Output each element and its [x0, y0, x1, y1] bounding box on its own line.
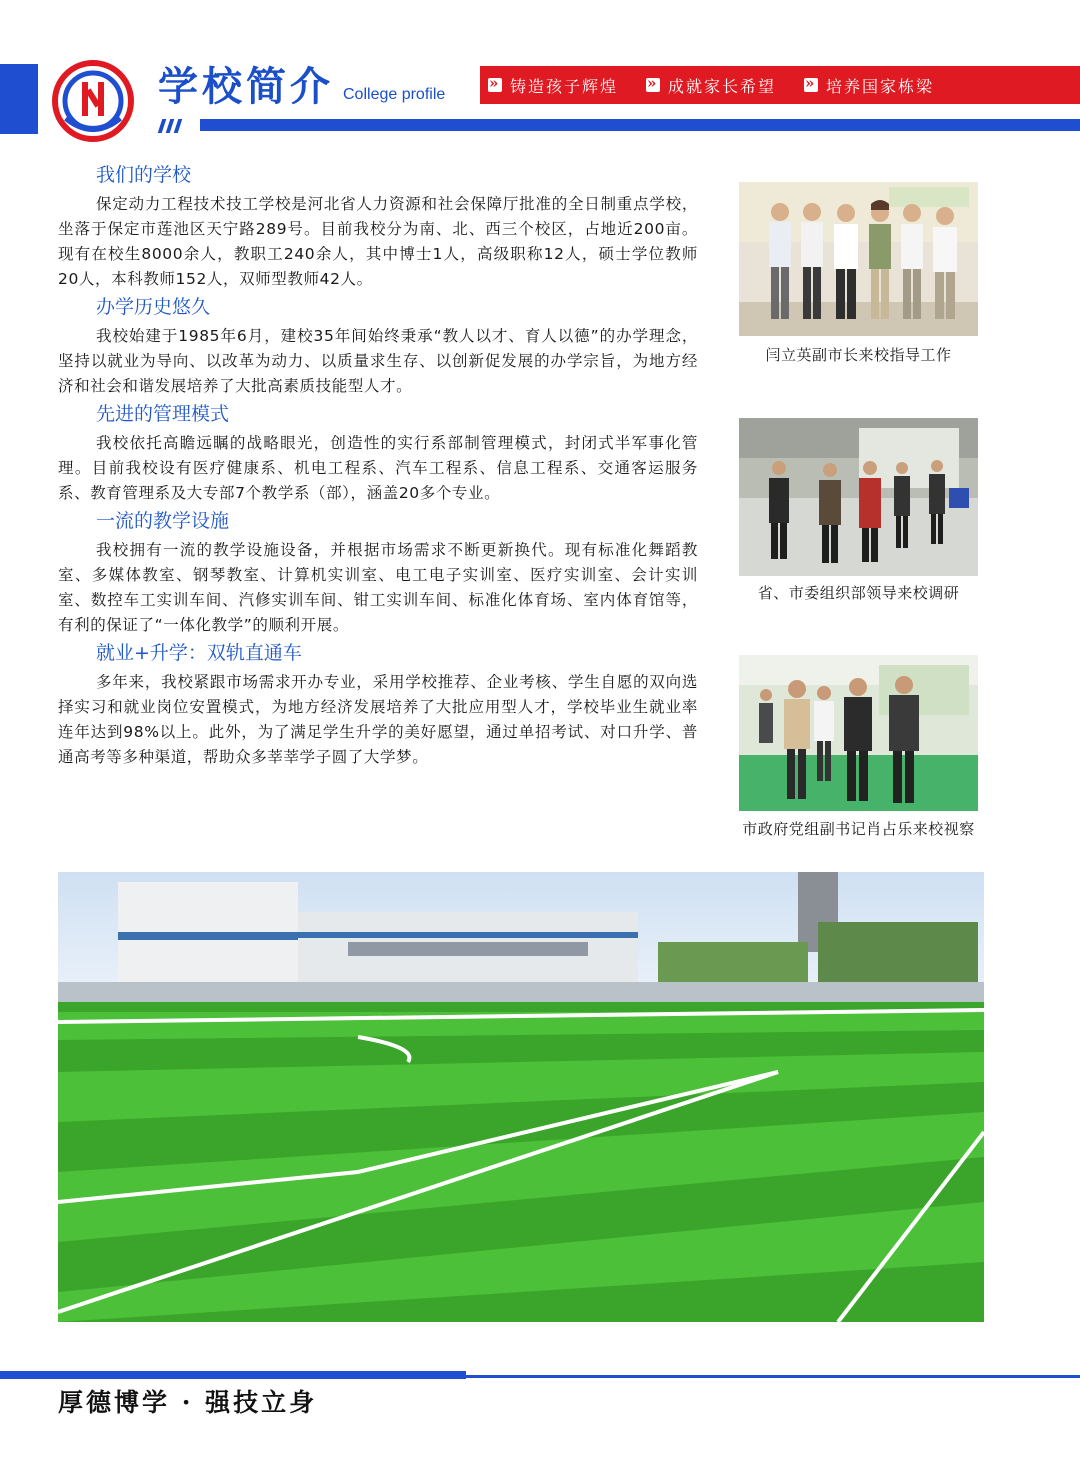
header-left-bar [0, 64, 38, 134]
page-subtitle: College profile [343, 86, 446, 103]
school-emblem-icon [52, 60, 134, 142]
page-title: 学校简介 [158, 64, 334, 110]
section-title: 一流的教学设施 [96, 510, 230, 532]
double-chevron-icon [804, 78, 818, 92]
section-body: 我校依托高瞻远瞩的战略眼光，创造性的实行系部制管理模式，封闭式半军事化管理。目前我校设有医疗健康系、机电工程系、汽车工程系、信息工程系、交通客运服务系、教育管理系及大专部7个教学系（部），涵盖20多个专业。 [58, 434, 698, 502]
header-blue-line [200, 119, 1080, 131]
section-our-school [58, 162, 698, 292]
section-facilities [58, 508, 698, 638]
section-body: 多年来，我校紧跟市场需求开办专业，采用学校推荐、企业考核、学生自愿的双向选择实习和就业岗位安置模式，为地方经济发展培养了大批应用型人才，学校毕业生就业率连年达到98%以上。此外，为了满足学生升学的美好愿望，通过单招考试、对口升学、普通高考等多种渠道，帮助众多莘莘学子圆了大学梦。 [58, 673, 698, 766]
intro-content [58, 162, 698, 772]
photo-organization-dept-visit [739, 418, 978, 576]
slogan-item [646, 74, 776, 97]
section-title: 我们的学校 [96, 164, 192, 186]
photo-caption: 省、市委组织部领导来校调研 [757, 584, 960, 602]
section-title: 先进的管理模式 [96, 403, 230, 425]
section-title: 办学历史悠久 [96, 296, 211, 318]
football-field-photo [58, 872, 984, 1322]
header-stripes [156, 119, 186, 133]
slogan-text: 成就家长希望 [668, 76, 777, 96]
slogan-item [804, 74, 934, 97]
double-chevron-icon [488, 78, 502, 92]
double-chevron-icon [646, 78, 660, 92]
photo-vice-mayor-visit [739, 182, 978, 336]
footer-line [0, 1371, 466, 1379]
footer-motto: 厚德博学 · 强技立身 [58, 1388, 318, 1417]
section-employment [58, 640, 698, 770]
section-history [58, 294, 698, 399]
slogan-list [488, 66, 934, 104]
footer-line-thin [466, 1375, 1080, 1378]
section-title: 就业+升学：双轨直通车 [96, 642, 302, 664]
photo-caption: 市政府党组副书记肖占乐来校视察 [742, 820, 975, 838]
slogan-text: 铸造孩子辉煌 [510, 76, 619, 96]
section-body: 我校始建于1985年6月，建校35年间始终秉承“教人以才、育人以德”的办学理念，坚持以就业为导向、以改革为动力、以质量求生存、以创新促发展的办学宗旨，为地方经济和社会和谐发展培养了大批高素质技能型人才。 [58, 327, 698, 395]
section-body: 保定动力工程技术技工学校是河北省人力资源和社会保障厅批准的全日制重点学校，坐落于保定市莲池区天宁路289号。目前我校分为南、北、西三个校区，占地近200亩。现有在校生8000余人，教职工240余人，其中博士1人，高级职称12人，硕士学位教师20人，本科教师152人，双师型教师42人。 [58, 195, 698, 288]
photo-party-secretary-inspection [739, 655, 978, 811]
section-management [58, 401, 698, 506]
photo-caption: 闫立英副市长来校指导工作 [765, 346, 952, 364]
section-body: 我校拥有一流的教学设施设备，并根据市场需求不断更新换代。现有标准化舞蹈教室、多媒体教室、钢琴教室、计算机实训室、电工电子实训室、医疗实训室、会计实训室、数控车工实训车间、汽修实训车间、钳工实训车间、标准化体育场、室内体育馆等，有利的保证了“一体化教学”的顺利开展。 [58, 541, 698, 634]
slogan-item [488, 74, 618, 97]
slogan-text: 培养国家栋梁 [826, 76, 935, 96]
